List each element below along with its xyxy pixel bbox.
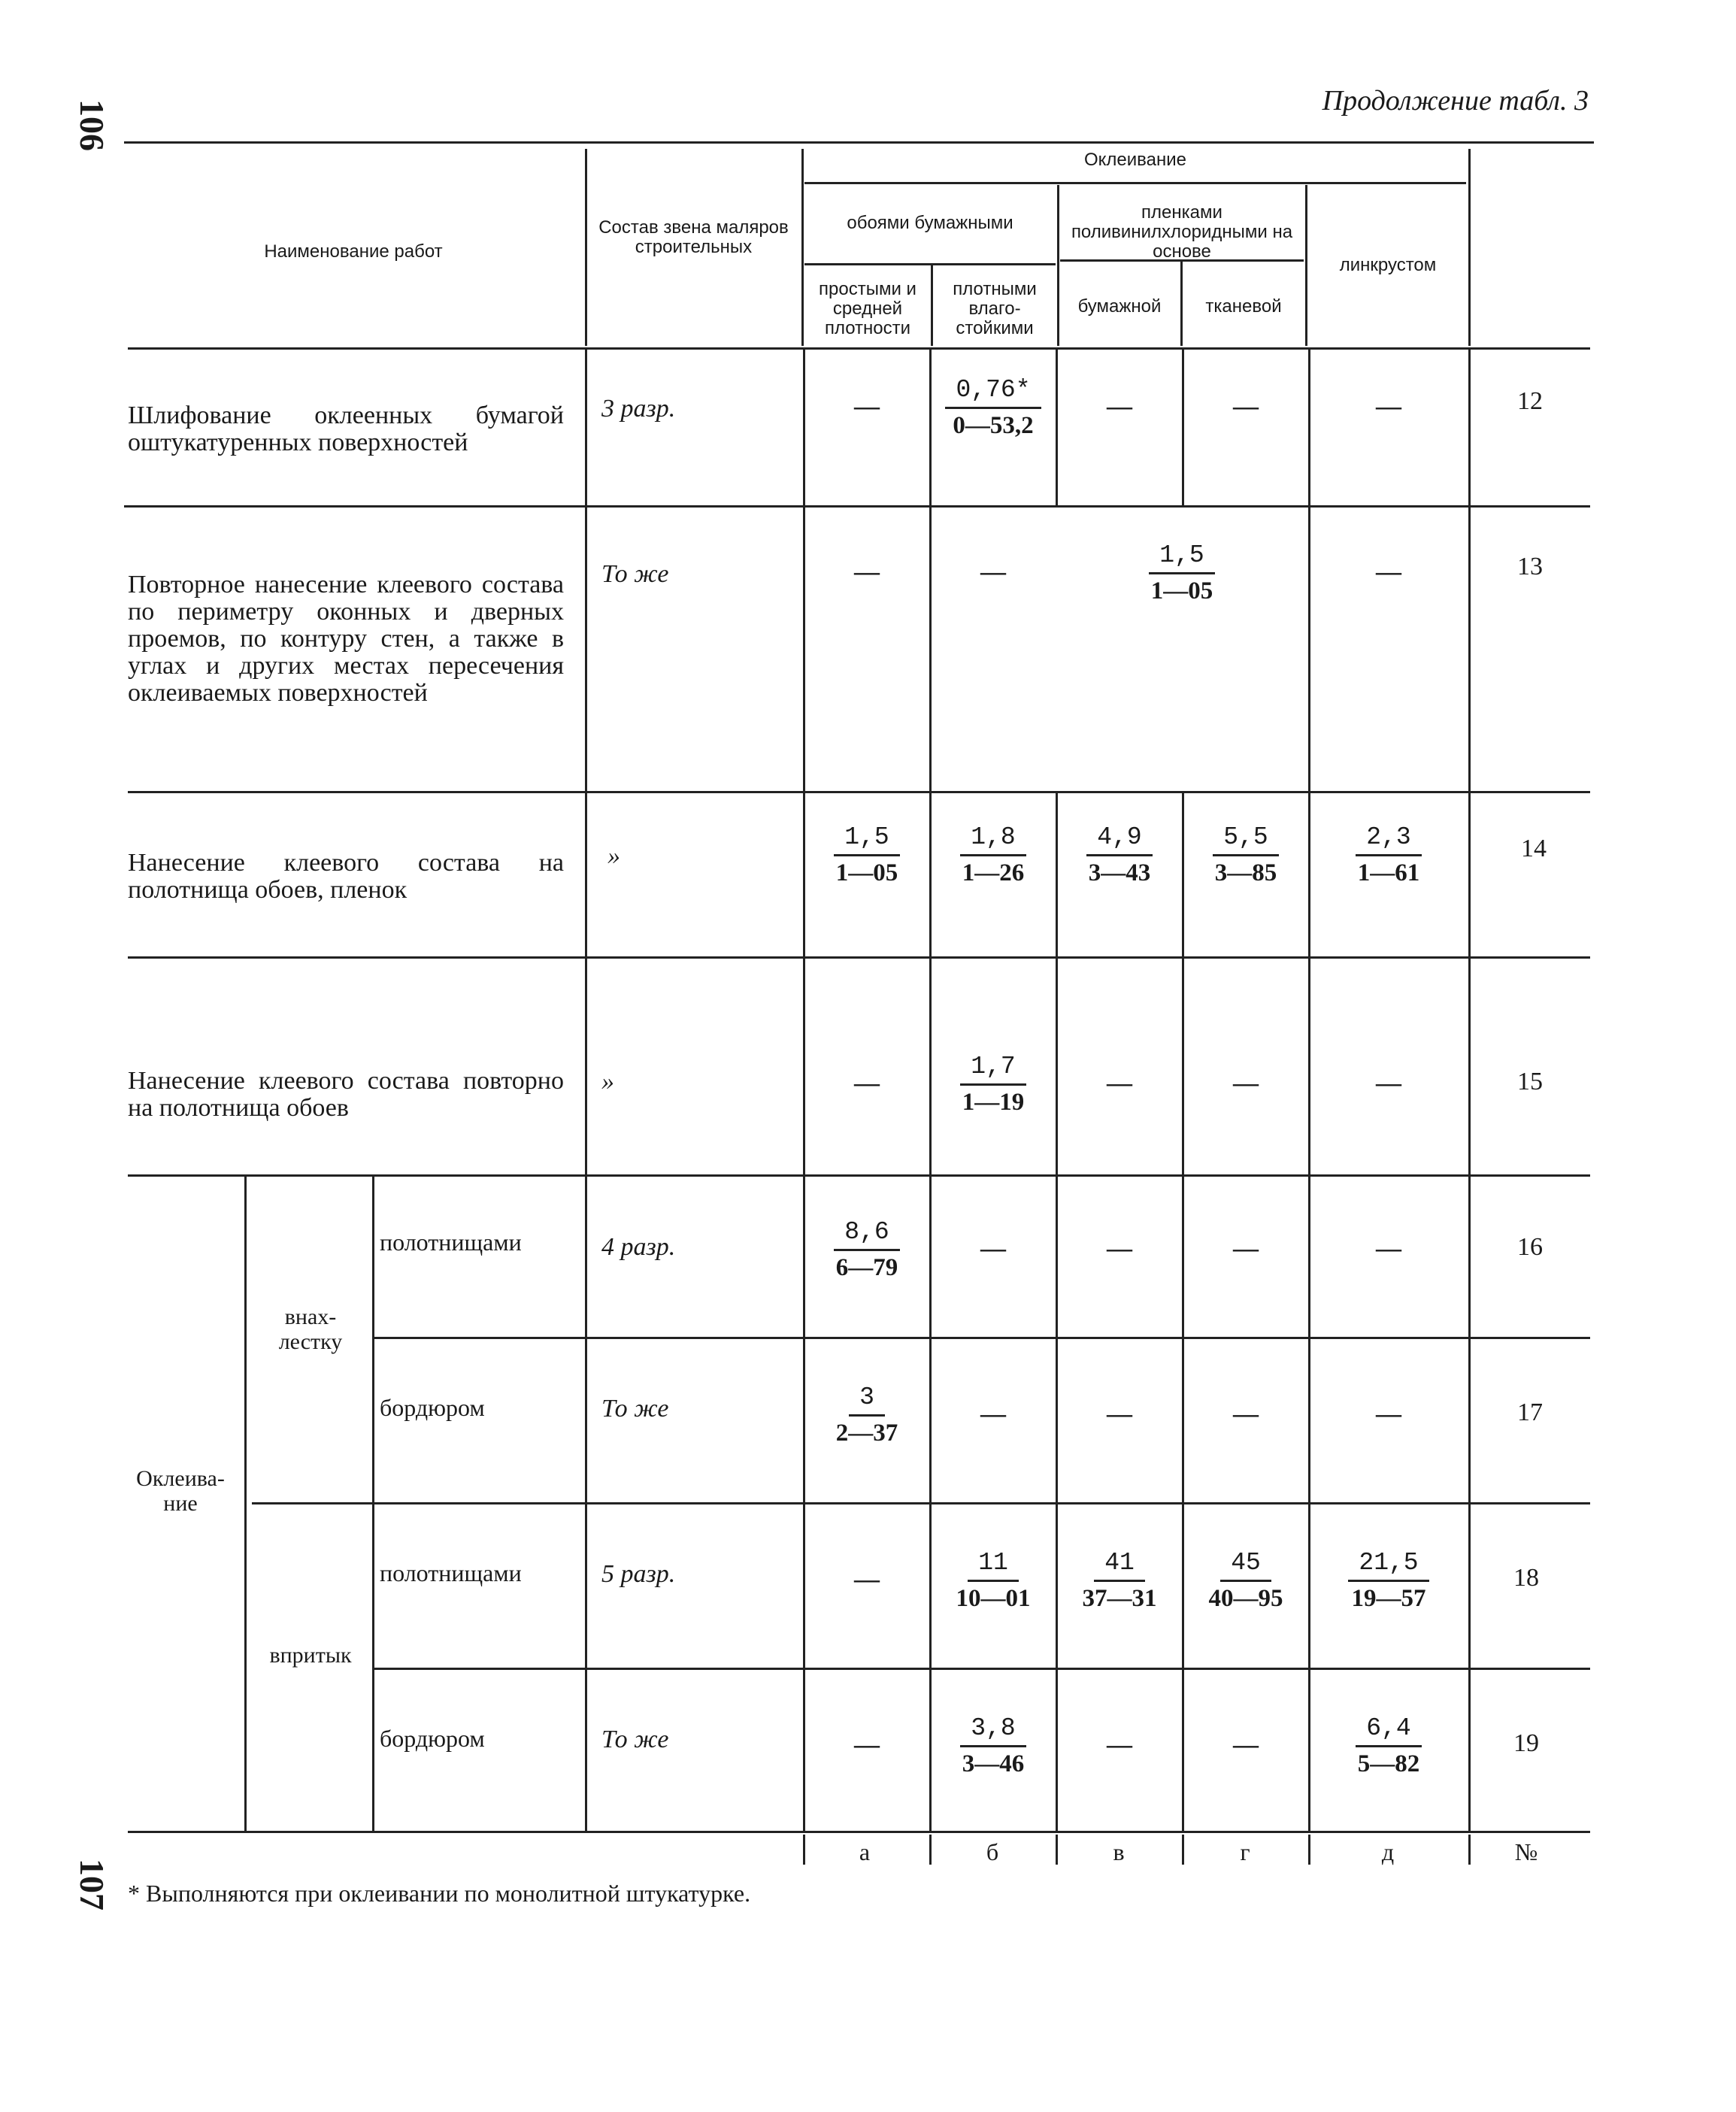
cell-dash: — xyxy=(1233,392,1259,420)
cell-r12-c1 xyxy=(931,376,1056,440)
footer-tick-n xyxy=(1468,1835,1471,1865)
cell-fraction xyxy=(931,1549,1056,1613)
body-vline-g-bottom xyxy=(1182,791,1184,1831)
row-number-14: 14 xyxy=(1521,835,1547,862)
row-sep-15 xyxy=(128,1174,1590,1177)
header-oboi: обоями бумажными xyxy=(847,213,1013,233)
fraction-denominator: 1—19 xyxy=(962,1089,1025,1116)
fraction-numerator: 1,8 xyxy=(960,823,1026,856)
work-name-19: бордюром xyxy=(380,1725,485,1752)
header-prostymi: простыми и средней плотности xyxy=(819,279,916,338)
cell-r19-c4 xyxy=(1310,1714,1468,1778)
sostav-14: » xyxy=(607,842,620,870)
col-letter-v: в xyxy=(1113,1838,1125,1865)
footer-tick-v xyxy=(1056,1835,1058,1865)
cell-dash: — xyxy=(854,1069,880,1097)
fraction-numerator: 2,3 xyxy=(1356,823,1421,856)
cell-dash: — xyxy=(854,1731,880,1759)
fraction-numerator: 1,5 xyxy=(834,823,899,856)
cell-fraction xyxy=(804,1218,929,1282)
sostav-19: То же xyxy=(601,1726,669,1753)
cell-r17-c2 xyxy=(1057,1383,1182,1429)
cell-r17-c1 xyxy=(931,1383,1056,1429)
table-continuation-title: Продолжение табл. 3 xyxy=(1322,85,1589,117)
cell-r12-c0 xyxy=(804,376,929,421)
fraction-denominator: 3—43 xyxy=(1088,859,1151,886)
cell-r17-c4 xyxy=(1310,1383,1468,1429)
col-letter-g: г xyxy=(1240,1838,1250,1865)
row-number-12: 12 xyxy=(1517,387,1543,415)
cell-fraction xyxy=(1310,1549,1468,1613)
fraction-denominator: 1—26 xyxy=(962,859,1025,886)
header-vline-2 xyxy=(801,149,804,346)
work-name-14-text: Нанесение клеевого состава на полотнища обоев, пленок xyxy=(128,849,564,904)
work-name-15 xyxy=(128,1068,564,1122)
cell-r15-c3 xyxy=(1183,1053,1308,1098)
fraction-denominator: 1—05 xyxy=(1150,577,1213,605)
sostav-17: То же xyxy=(601,1395,669,1423)
cell-fraction xyxy=(931,376,1056,440)
cell-r18-c3 xyxy=(1183,1549,1308,1613)
cell-r17-c3 xyxy=(1183,1383,1308,1429)
cell-dash: — xyxy=(980,1400,1006,1428)
cell-r12-c4 xyxy=(1310,376,1468,421)
cell-fraction xyxy=(804,1383,929,1447)
cell-dash: — xyxy=(1376,558,1401,586)
fraction-numerator: 1,5 xyxy=(1149,541,1214,574)
body-vline-sostav xyxy=(585,350,587,1831)
fraction-numerator: 45 xyxy=(1220,1549,1271,1582)
cell-dash: — xyxy=(980,558,1006,586)
cell-dash: — xyxy=(980,1235,1006,1262)
fraction-numerator: 11 xyxy=(968,1549,1019,1582)
fraction-denominator: 1—61 xyxy=(1357,859,1420,886)
cell-dash: — xyxy=(854,1565,880,1593)
work-name-13 xyxy=(128,571,564,707)
header-bottom-rule xyxy=(128,347,1590,350)
footer-tick-a xyxy=(803,1835,805,1865)
footnote: * Выполняются при оклеивании по монолитной штукатурке. xyxy=(128,1880,751,1907)
row-sep-17 xyxy=(252,1502,1590,1504)
col-letter-d: д xyxy=(1381,1838,1395,1865)
row-number-19: 19 xyxy=(1513,1729,1539,1757)
cell-r13-c1 xyxy=(931,541,1056,586)
body-vline-v-top xyxy=(1056,350,1058,508)
cell-dash: — xyxy=(1107,392,1132,420)
cell-r16-c1 xyxy=(931,1218,1056,1263)
cell-dash: — xyxy=(1233,1235,1259,1262)
cell-r16-c3 xyxy=(1183,1218,1308,1263)
header-linkrust: линкрустом xyxy=(1339,255,1437,275)
fraction-numerator: 41 xyxy=(1094,1549,1145,1582)
cell-r13-c0 xyxy=(804,541,929,586)
cell-r13-c3 xyxy=(1310,541,1468,586)
row-number-15: 15 xyxy=(1517,1068,1543,1095)
cell-dash: — xyxy=(1376,1400,1401,1428)
cell-r16-c4 xyxy=(1310,1218,1468,1263)
footer-tick-g xyxy=(1182,1835,1184,1865)
cell-fraction xyxy=(1183,1549,1308,1613)
header-vline-3 xyxy=(1468,149,1471,346)
row-sep-18 xyxy=(372,1668,1590,1670)
row-number-17: 17 xyxy=(1517,1398,1543,1426)
fraction-denominator: 3—46 xyxy=(962,1750,1025,1777)
fraction-denominator: 1—05 xyxy=(835,859,898,886)
cell-r14-c1 xyxy=(931,823,1056,887)
cell-r15-c1 xyxy=(931,1053,1056,1117)
fraction-denominator: 19—57 xyxy=(1351,1585,1426,1612)
body-vline-v-bottom xyxy=(1056,791,1058,1831)
okl-underline xyxy=(804,182,1466,184)
work-name-16: полотнищами xyxy=(380,1229,522,1256)
fraction-denominator: 2—37 xyxy=(835,1420,898,1447)
row-sep-16 xyxy=(372,1337,1590,1339)
cell-r14-c3 xyxy=(1183,823,1308,887)
header-plenki: пленками поливинилхлоридными на основе xyxy=(1071,202,1293,262)
body-vline-n xyxy=(1468,350,1471,1831)
fraction-numerator: 0,76* xyxy=(945,376,1041,409)
group-vline-1 xyxy=(244,1174,247,1831)
fraction-denominator: 6—79 xyxy=(835,1254,898,1281)
header-sostav-col: Состав звена маляров строительных xyxy=(598,217,789,257)
cell-dash: — xyxy=(1376,392,1401,420)
fraction-numerator: 3,8 xyxy=(960,1714,1026,1747)
group-vnahlestku: внах-лестку xyxy=(278,1304,343,1354)
row-sep-13 xyxy=(128,791,1590,793)
col-letter-b: б xyxy=(986,1838,999,1865)
cell-r14-c2 xyxy=(1057,823,1182,887)
cell-fraction xyxy=(1057,1549,1182,1613)
cell-fraction xyxy=(931,823,1056,887)
cell-r17-c0 xyxy=(804,1383,929,1447)
cell-r14-c4 xyxy=(1310,823,1468,887)
fraction-denominator: 40—95 xyxy=(1208,1585,1283,1612)
fraction-denominator: 0—53,2 xyxy=(953,412,1034,439)
cell-r18-c4 xyxy=(1310,1549,1468,1613)
row-sep-14 xyxy=(128,956,1590,959)
cell-r15-c4 xyxy=(1310,1053,1468,1098)
group-okleivanie: Оклеива-ние xyxy=(136,1466,225,1516)
cell-dash: — xyxy=(1376,1069,1401,1097)
cell-r15-c2 xyxy=(1057,1053,1182,1098)
cell-dash: — xyxy=(1233,1731,1259,1759)
work-name-15-text: Нанесение клеевого состава повторно на полотнища обоев xyxy=(128,1067,564,1123)
cell-fraction xyxy=(804,823,929,887)
footer-tick-d xyxy=(1308,1835,1310,1865)
sostav-16: 4 разр. xyxy=(601,1233,676,1261)
fraction-numerator: 1,7 xyxy=(960,1053,1026,1086)
cell-r19-c3 xyxy=(1183,1714,1308,1759)
page-number-left: 106 xyxy=(73,99,111,151)
cell-dash: — xyxy=(1107,1235,1132,1262)
header-vline-plenki xyxy=(1305,185,1307,346)
row-number-16: 16 xyxy=(1517,1233,1543,1261)
cell-r18-c0 xyxy=(804,1549,929,1594)
cell-r18-c1 xyxy=(931,1549,1056,1613)
fraction-numerator: 3 xyxy=(849,1383,885,1417)
table-top-rule xyxy=(124,141,1594,144)
header-bumazhnoy: бумажной xyxy=(1077,296,1162,317)
header-vline-a-b xyxy=(931,265,933,346)
cell-r19-c1 xyxy=(931,1714,1056,1778)
header-tkanevoy: тканевой xyxy=(1205,296,1282,317)
table-bottom-rule xyxy=(128,1831,1590,1833)
cell-dash: — xyxy=(854,558,880,586)
work-name-14 xyxy=(128,850,564,904)
header-plotnymi: плотными влаго-стойкими xyxy=(953,279,1037,338)
fraction-denominator: 37—31 xyxy=(1082,1585,1157,1612)
work-name-12 xyxy=(128,402,564,456)
cell-r14-c0 xyxy=(804,823,929,887)
cell-fraction xyxy=(931,1053,1056,1117)
group-vline-2 xyxy=(372,1174,374,1831)
body-vline-g-top xyxy=(1182,350,1184,508)
cell-r13-c2 xyxy=(1057,541,1307,605)
cell-fraction xyxy=(1310,1714,1468,1778)
cell-fraction xyxy=(1183,823,1308,887)
sostav-13: То же xyxy=(601,560,669,588)
fraction-numerator: 8,6 xyxy=(834,1218,899,1251)
row-number-18: 18 xyxy=(1513,1564,1539,1592)
oboi-underline xyxy=(804,263,1056,265)
row-sep-12 xyxy=(124,505,1590,508)
col-letter-n: № xyxy=(1514,1838,1538,1865)
cell-r12-c2 xyxy=(1057,376,1182,421)
work-name-18: полотнищами xyxy=(380,1559,522,1586)
work-name-12-text: Шлифование оклеенных бумагой оштукатуренных поверхностей xyxy=(128,401,564,457)
fraction-numerator: 21,5 xyxy=(1348,1549,1428,1582)
cell-fraction xyxy=(1057,541,1307,605)
col-letter-a: а xyxy=(859,1838,871,1865)
fraction-denominator: 3—85 xyxy=(1214,859,1277,886)
footer-tick-b xyxy=(929,1835,932,1865)
fraction-denominator: 5—82 xyxy=(1357,1750,1420,1777)
cell-r12-c3 xyxy=(1183,376,1308,421)
page-number-right: 107 xyxy=(73,1859,111,1910)
fraction-numerator: 6,4 xyxy=(1356,1714,1421,1747)
fraction-denominator: 10—01 xyxy=(956,1585,1031,1612)
header-vline-1 xyxy=(585,149,587,346)
header-okleivanie: Оклеивание xyxy=(1083,150,1187,170)
fraction-numerator: 5,5 xyxy=(1213,823,1278,856)
fraction-numerator: 4,9 xyxy=(1086,823,1152,856)
cell-r18-c2 xyxy=(1057,1549,1182,1613)
cell-fraction xyxy=(1057,823,1182,887)
header-vline-oboi xyxy=(1057,185,1059,346)
sostav-18: 5 разр. xyxy=(601,1560,676,1588)
group-vpritik: впритык xyxy=(269,1643,352,1668)
header-name-col: Наименование работ xyxy=(264,241,443,262)
work-name-17: бордюром xyxy=(380,1394,485,1421)
cell-dash: — xyxy=(1233,1400,1259,1428)
cell-dash: — xyxy=(1107,1731,1132,1759)
cell-dash: — xyxy=(1233,1069,1259,1097)
row-number-13: 13 xyxy=(1517,553,1543,580)
cell-r19-c2 xyxy=(1057,1714,1182,1759)
header-vline-v-g xyxy=(1180,262,1183,346)
cell-r16-c2 xyxy=(1057,1218,1182,1263)
cell-dash: — xyxy=(1376,1235,1401,1262)
sostav-15: » xyxy=(601,1068,614,1095)
cell-r19-c0 xyxy=(804,1714,929,1759)
cell-fraction xyxy=(1310,823,1468,887)
cell-r15-c0 xyxy=(804,1053,929,1098)
sostav-12: 3 разр. xyxy=(601,395,676,423)
cell-dash: — xyxy=(1107,1400,1132,1428)
cell-fraction xyxy=(931,1714,1056,1778)
cell-r16-c0 xyxy=(804,1218,929,1282)
work-name-13-text: Повторное нанесение клеевого состава по периметру оконных и дверных проемов, по контуру стен, а также в углах и других местах пересечения оклеиваемых поверхностей xyxy=(128,571,564,708)
cell-dash: — xyxy=(854,392,880,420)
cell-dash: — xyxy=(1107,1069,1132,1097)
